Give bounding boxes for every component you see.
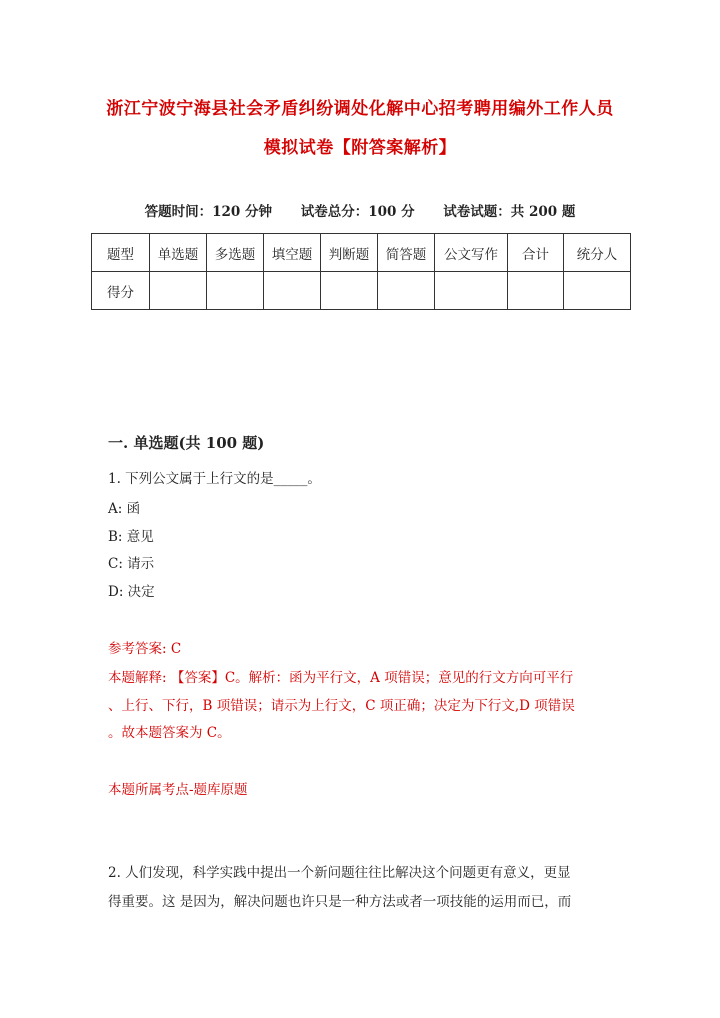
- score-header-cell: 统分人: [564, 234, 631, 272]
- score-cell: [564, 272, 631, 310]
- score-cell: [150, 272, 207, 310]
- score-header-cell: 公文写作: [435, 234, 508, 272]
- score-cell: [207, 272, 264, 310]
- score-table-score-row: [92, 272, 631, 310]
- exam-total-score: 试卷总分：100 分: [300, 204, 415, 220]
- section-title: 一. 单选题(共 100 题): [108, 434, 265, 452]
- explanation-line: 本题解释: 【答案】C。解析：函为平行文，A 项错误；意见的行文方向可平行: [108, 670, 574, 686]
- exam-total-questions: 试卷试题：共 200 题: [443, 204, 576, 220]
- score-row-label: 得分: [92, 272, 150, 310]
- option-a: A: 函: [108, 501, 141, 517]
- exam-meta: [0, 200, 720, 220]
- option-c: C: 请示: [108, 556, 155, 572]
- score-header-cell: 多选题: [207, 234, 264, 272]
- doc-title-line1: 浙江宁波宁海县社会矛盾纠纷调处化解中心招考聘用编外工作人员: [106, 99, 614, 119]
- option-b: B: 意见: [108, 529, 154, 545]
- score-cell: [435, 272, 508, 310]
- answer-text: 参考答案: C: [108, 641, 182, 657]
- question-stem: 1. 下列公文属于上行文的是_____。: [108, 471, 321, 487]
- score-header-cell: 单选题: [150, 234, 207, 272]
- score-header-cell: 合计: [508, 234, 564, 272]
- exam-time: 答题时间：120 分钟: [144, 204, 272, 220]
- score-header-cell: 填空题: [264, 234, 321, 272]
- explanation-line: 、上行、下行，B 项错误；请示为上行文，C 项正确；决定为下行文,D 项错误: [108, 698, 575, 714]
- score-header-cell: 简答题: [378, 234, 435, 272]
- topic-text: 本题所属考点-题库原题: [108, 782, 248, 798]
- doc-title-line2: 模拟试卷【附答案解析】: [263, 138, 457, 158]
- question-stem: 得重要。这 是因为，解决问题也许只是一种方法或者一项技能的运用而已，而: [108, 894, 572, 910]
- score-header-cell: 题型: [92, 234, 150, 272]
- score-cell: [264, 272, 321, 310]
- score-cell: [508, 272, 564, 310]
- score-cell: [321, 272, 378, 310]
- score-cell: [378, 272, 435, 310]
- question-stem: 2. 人们发现，科学实践中提出一个新问题往往比解决这个问题更有意义，更显: [108, 865, 571, 881]
- score-table: [91, 233, 631, 310]
- explanation-line: 。故本题答案为 C。: [108, 725, 231, 741]
- score-header-cell: 判断题: [321, 234, 378, 272]
- option-d: D: 决定: [108, 584, 155, 600]
- score-table-header-row: [92, 234, 631, 272]
